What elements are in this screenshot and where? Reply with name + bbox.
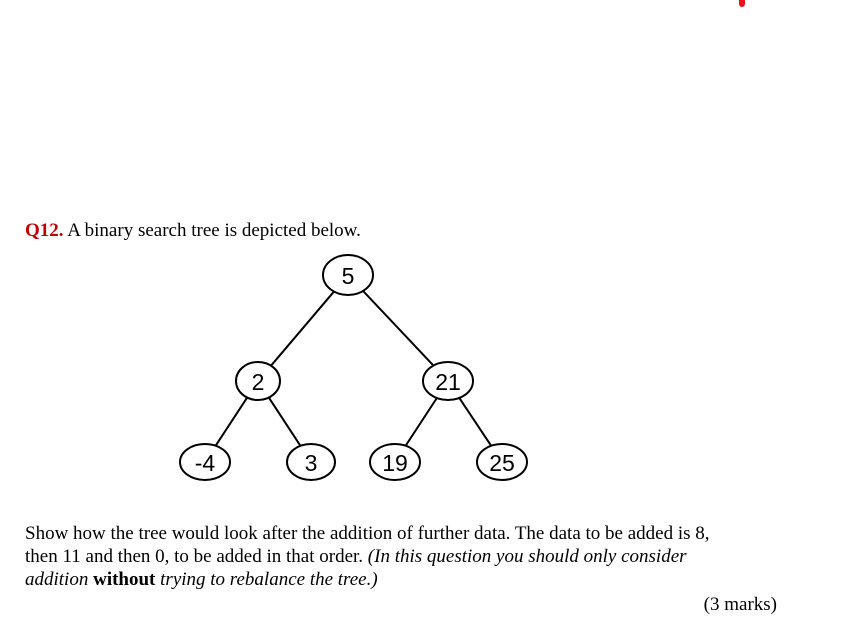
instructions-line-3-italic-a: addition [25, 569, 94, 590]
tree-node-left [236, 362, 280, 400]
instructions-line-2-italic: (In this question you should only consider [367, 546, 687, 567]
tree-node-label: 25 [489, 450, 515, 476]
tree-edge-left-to-left-left [216, 398, 248, 446]
tree-node-label: 21 [435, 369, 461, 395]
instructions-line-3-italic-b: trying to rebalance the tree.) [155, 569, 378, 590]
tree-edge-root-to-left [271, 292, 334, 366]
tree-node-label: 2 [251, 369, 265, 395]
tree-node-label: 3 [304, 450, 318, 476]
instructions-paragraph [25, 522, 825, 591]
tree-edge-root-to-right [363, 291, 433, 366]
tree-node-label: 19 [382, 450, 408, 476]
instructions-line-3 [25, 568, 825, 591]
tree-node-left-right [287, 444, 335, 480]
instructions-line-1: Show how the tree would look after the addition of further data. The data to be added is 8, [25, 523, 710, 544]
tree-node-right-left [370, 444, 420, 480]
tree-node-left-left [180, 444, 230, 480]
marks-label: (3 marks) [703, 594, 777, 615]
instructions-line-2 [25, 545, 825, 568]
tree-node-root [323, 255, 373, 295]
tree-edge-right-to-right-left [406, 398, 437, 446]
tree-node-label: 5 [341, 263, 355, 289]
tree-edge-right-to-right-right [459, 398, 491, 446]
tree-node-right [423, 362, 473, 400]
instructions-line-3-bold: without [93, 569, 156, 590]
instructions-line-2-text: then 11 and then 0, to be added in that order. [25, 546, 368, 567]
tree-node-label: -4 [194, 450, 216, 476]
question-number: Q12. [25, 220, 64, 241]
tree-edge-left-to-left-right [269, 398, 301, 446]
tree-node-right-right [477, 444, 527, 480]
question-prompt: A binary search tree is depicted below. [63, 220, 361, 241]
